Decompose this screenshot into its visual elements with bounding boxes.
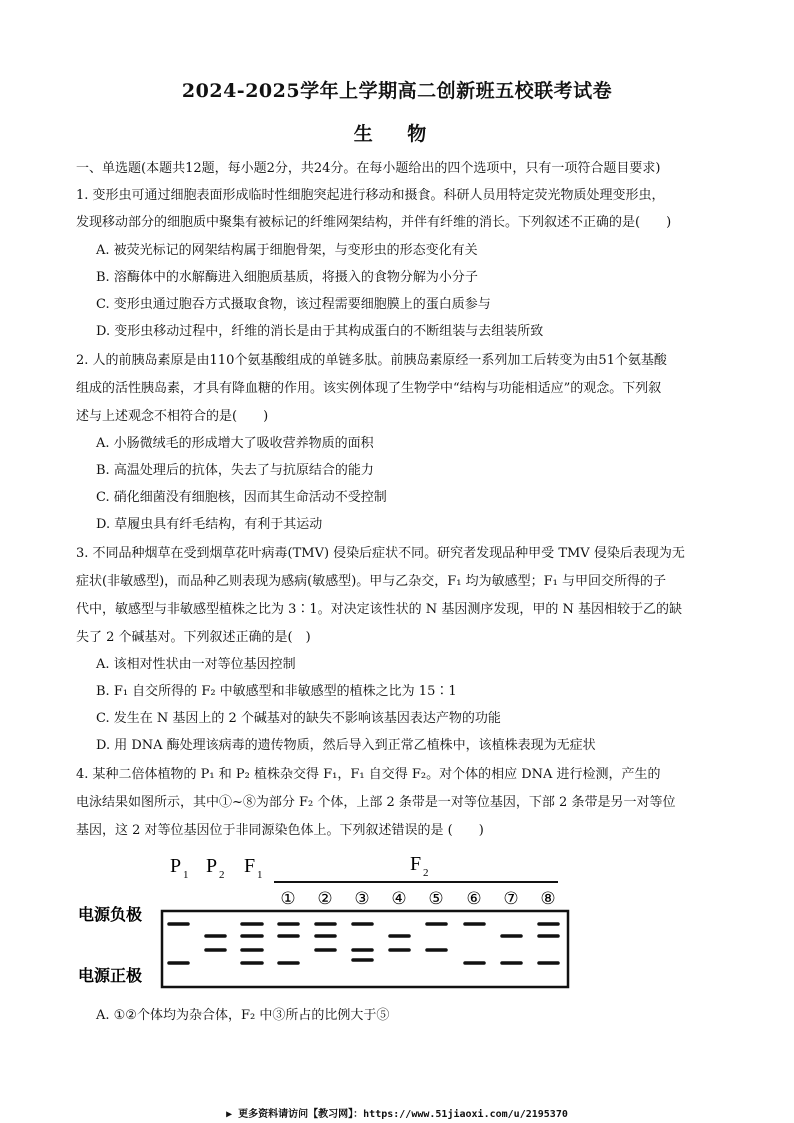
lane-number-7: ⑦ — [503, 889, 519, 909]
q2-option-a: A. 小肠微绒毛的形成增大了吸收营养物质的面积 — [96, 436, 374, 451]
q3-option-c: C. 发生在 N 基因上的 2 个碱基对的缺失不影响该基因表达产物的功能 — [96, 711, 501, 726]
q3-stem-line-2: 症状(非敏感型)，而品种乙则表现为感病(敏感型)。甲与乙杂交，F₁ 均为敏感型；F₁ 与甲回交所得的子 — [76, 574, 667, 589]
q1-option-a: A. 被荧光标记的网架结构属于细胞骨架，与变形虫的形态变化有关 — [96, 243, 478, 258]
q2-option-c: C. 硝化细菌没有细胞核，因而其生命活动不受控制 — [96, 490, 387, 505]
q1-stem-line-2: 发现移动部分的细胞质中聚集有被标记的纤维网架结构，并伴有纤维的消长。下列叙述不正确的是( ) — [76, 215, 672, 230]
q1-stem-line-1: 1. 变形虫可通过细胞表面形成临时性细胞突起进行移动和摄食。科研人员用特定荧光物质处理变形虫， — [76, 188, 665, 203]
label-p2: P — [206, 855, 218, 877]
label-f2-sub: 2 — [423, 867, 429, 879]
label-p1-sub: 1 — [183, 869, 189, 881]
subject-title: 生 物 — [353, 123, 441, 145]
q2-stem-line-2: 组成的活性胰岛素，才具有降血糖的作用。该实例体现了生物学中“结构与功能相适应”的观念。下列叙 — [76, 381, 662, 396]
q3-stem-line-4: 失了 2 个碱基对。下列叙述正确的是( ) — [76, 630, 311, 645]
q4-option-a: A. ①②个体均为杂合体，F₂ 中③所占的比例大于⑤ — [96, 1008, 390, 1023]
lane-number-3: ③ — [354, 889, 370, 909]
negative-pole-label: 电源负极 — [78, 905, 143, 924]
label-p1: P — [170, 855, 182, 877]
section-heading: 一、单选题(本题共12题，每小题2分，共24分。在每小题给出的四个选项中，只有一项符合题目要求) — [76, 161, 661, 176]
footer-link[interactable]: ▶ 更多资料请访问【教习网】：https://www.51jiaoxi.com/u/2195370 — [226, 1109, 568, 1120]
lane-number-8: ⑧ — [540, 889, 556, 909]
label-p2-sub: 2 — [219, 869, 225, 881]
exam-title: 2024-2025学年上学期高二创新班五校联考试卷 — [181, 80, 613, 102]
positive-pole-label: 电源正极 — [78, 966, 143, 985]
label-f2: F — [410, 853, 422, 875]
q3-option-a: A. 该相对性状由一对等位基因控制 — [96, 657, 296, 672]
electrophoresis-figure — [76, 850, 576, 1000]
label-f1: F — [244, 855, 256, 877]
lane-number-1: ① — [280, 889, 296, 909]
lane-number-6: ⑥ — [466, 889, 482, 909]
q2-option-d: D. 草履虫具有纤毛结构，有利于其运动 — [96, 517, 323, 532]
q3-stem-line-3: 代中，敏感型与非敏感型植株之比为 3∶1。对决定该性状的 N 基因测序发现，甲的 N 基因相较于乙的缺 — [76, 602, 682, 617]
q3-option-d: D. 用 DNA 酶处理该病毒的遗传物质，然后导入到正常乙植株中，该植株表现为无症状 — [96, 738, 596, 753]
q4-stem-line-3: 基因，这 2 对等位基因位于非同源染色体上。下列叙述错误的是 ( ) — [76, 823, 484, 838]
gel-bands — [169, 924, 558, 963]
lane-number-2: ② — [317, 889, 333, 909]
lane-number-4: ④ — [391, 889, 407, 909]
q4-stem-line-2: 电泳结果如图所示，其中①~⑧为部分 F₂ 个体，上部 2 条带是一对等位基因，下部 2 条带是另一对等位 — [76, 795, 676, 810]
q3-option-b: B. F₁ 自交所得的 F₂ 中敏感型和非敏感型的植株之比为 15∶1 — [96, 684, 457, 699]
lane-number-5: ⑤ — [428, 889, 444, 909]
q3-stem-line-1: 3. 不同品种烟草在受到烟草花叶病毒(TMV) 侵染后症状不同。研究者发现品种甲受 TMV 侵染后表现为无 — [76, 546, 685, 561]
q4-stem-line-1: 4. 某种二倍体植物的 P₁ 和 P₂ 植株杂交得 F₁，F₁ 自交得 F₂。对个体的相应 DNA 进行检测，产生的 — [76, 767, 661, 782]
q1-option-c: C. 变形虫通过胞吞方式摄取食物，该过程需要细胞膜上的蛋白质参与 — [96, 297, 491, 312]
q1-option-d: D. 变形虫移动过程中，纤维的消长是由于其构成蛋白的不断组装与去组装所致 — [96, 324, 544, 339]
label-f1-sub: 1 — [257, 869, 263, 881]
q2-stem-line-3: 述与上述观念不相符合的是( ) — [76, 409, 269, 424]
q2-stem-line-1: 2. 人的前胰岛素原是由110个氨基酸组成的单链多肽。前胰岛素原经一系列加工后转变为由51个氨基酸 — [76, 353, 667, 368]
q2-option-b: B. 高温处理后的抗体，失去了与抗原结合的能力 — [96, 463, 374, 478]
q1-option-b: B. 溶酶体中的水解酶进入细胞质基质，将摄入的食物分解为小分子 — [96, 270, 478, 285]
